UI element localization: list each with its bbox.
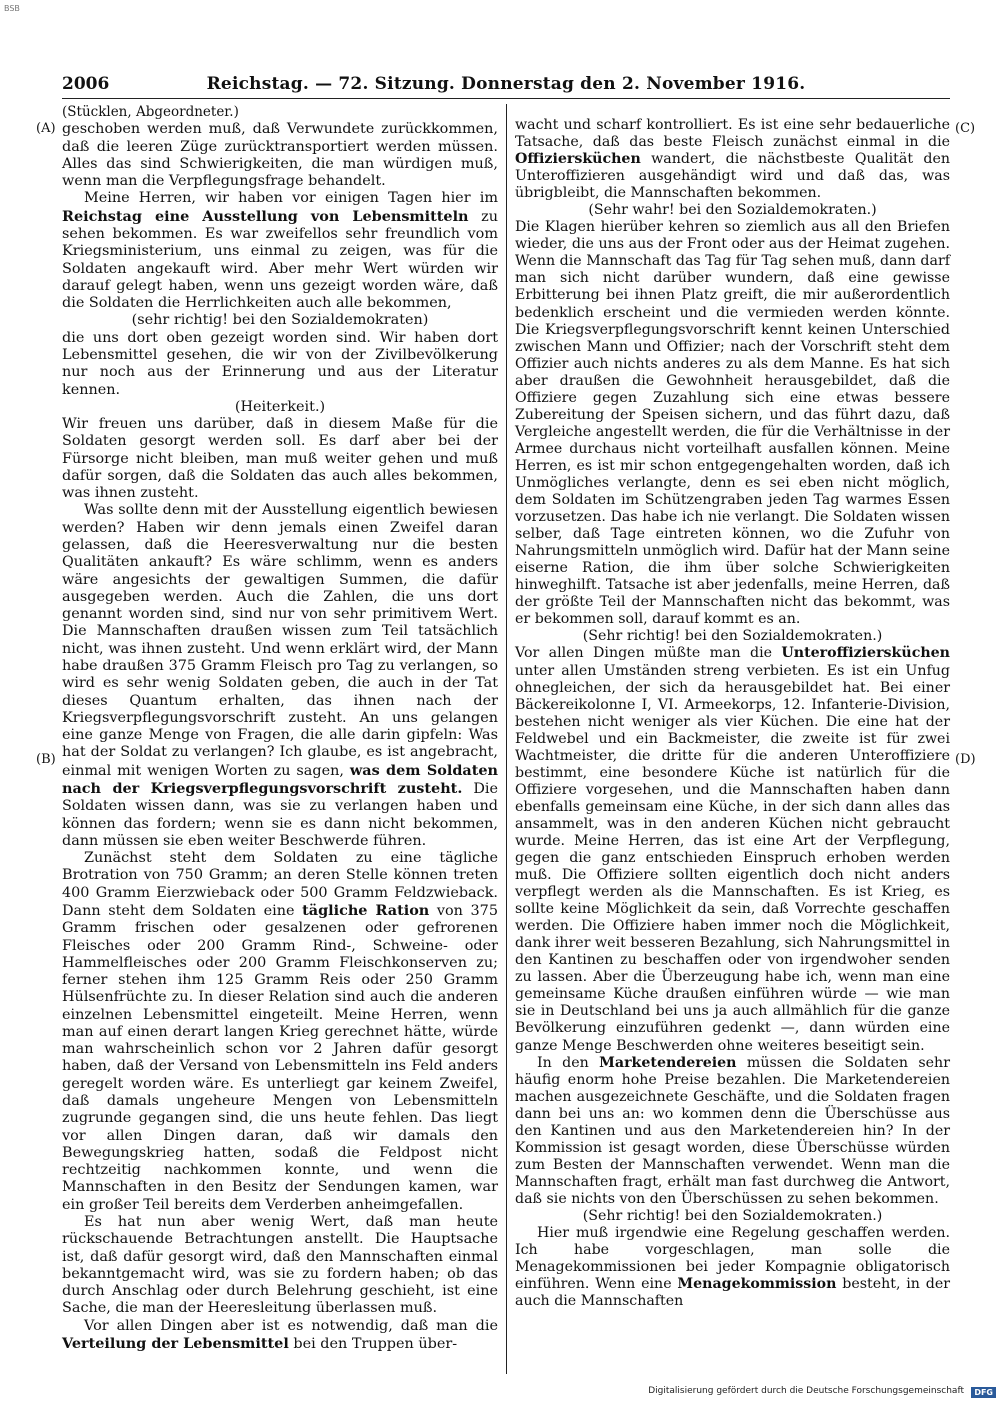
emphasis: Marketendereien <box>599 1054 737 1071</box>
interjection: (Sehr richtig! bei den Sozialdemokraten.) <box>582 628 883 645</box>
emphasis: Offiziersküchen <box>515 151 641 168</box>
emphasis: Verteilung der Lebensmittel <box>62 1334 289 1352</box>
header-rule <box>62 98 950 99</box>
paragraph: Wir freuen uns darüber, daß in diesem Maße für die Soldaten gesorgt werden soll. Es darf aber bei der Fürsorge nicht bleiben, man muß weiter gehen und muß dafür sorgen, daß die Soldaten das auch alles bekommen, was ihnen zusteht. <box>62 416 498 502</box>
text: Vor allen Dingen aber ist es notwendig, daß man die <box>84 1317 498 1334</box>
paragraph: geschoben werden muß, daß Verwundete zurückkommen, daß die leeren Züge zurücktransportiert werden müssen. Alles das sind Schwierigkeiten, die man würdigen muß, wenn man die Verpflegungsfrage behandelt. <box>62 121 498 190</box>
paragraph <box>515 645 950 1054</box>
text: Die Soldaten wissen dann, was sie zu verlangen haben und können das fordern; wenn sie es dann nicht bekommen, dann müssen sie eben weiter Beschwerde führen. <box>62 780 498 849</box>
left-column <box>62 104 498 1353</box>
emphasis: Reichstag eine Ausstellung von Lebensmitteln <box>62 207 469 225</box>
text: wacht und scharf kontrolliert. Es ist eine sehr bedauerliche Tatsache, daß das beste Fleisch zunächst einmal in die <box>515 117 950 151</box>
text: besteht, in der auch die Mannschaften <box>515 1276 951 1310</box>
column-divider <box>506 104 507 1374</box>
paragraph <box>62 850 498 1214</box>
text: wandert, die nächstbeste Qualität den Unteroffizieren ausgehändigt wird und daß das, was übrigbleibt, die Mannschaften bekommen. <box>515 151 950 202</box>
interjection: (Heiterkeit.) <box>234 398 326 415</box>
paragraph <box>62 502 498 850</box>
right-column <box>515 117 950 1310</box>
interjection: (Sehr richtig! bei den Sozialdemokraten.) <box>582 1208 883 1224</box>
text: bei den Truppen über- <box>288 1335 458 1352</box>
text: Hier muß irgendwie eine Regelung geschaffen werden. Ich habe vorgeschlagen, man solle die Menagekommissionen bei jeder Kompagnie obligatorisch einführen. Wenn eine <box>515 1225 950 1293</box>
interjection: (Sehr wahr! bei den Sozialdemokraten.) <box>588 202 877 219</box>
margin-letter-c: (C) <box>955 121 976 136</box>
text: Was sollte denn mit der Ausstellung eigentlich bewiesen werden? Haben wir denn jemals einen Zweifel daran gelassen, daß die Heeresverwaltung nur die besten Qualitäten ankauft? Es wäre schlimm, wenn es anders wäre angesichts der gewaltigen Summen, die dafür ausgegeben werden. Auch die Zahlen, die uns dort genannt worden sind, sind nur von sehr primitivem Wert. Die Mannschaften draußen wissen zum Teil tatsächlich nicht, was ihnen zusteht. Und wenn erklärt wird, der Mann habe draußen 375 Gramm Fleisch pro Tag zu verlangen, so wird es sehr wenig Soldaten geben, die auch in der Tat dieses Quantum erhalten, das ihnen nach der Kriegsverpflegungsvorschrift zusteht. An uns gelangen eine ganze Menge von Fragen, die alle darin gipfeln: Was hat der Soldat zu verlangen? Ich glaube, es ist angebracht, einmal mit wenigen Worten zu sagen, <box>62 502 498 779</box>
library-watermark: BSB <box>4 4 20 13</box>
emphasis: Menagekommission <box>677 1276 837 1293</box>
margin-letter-d: (D) <box>955 752 976 767</box>
speaker-name: (Stücklen, Abgeordneter.) <box>62 104 239 120</box>
dfg-logo: DFG <box>971 1387 996 1398</box>
interjection: (sehr richtig! bei den Sozialdemokraten) <box>131 312 429 329</box>
text: Zunächst steht dem Soldaten zu eine tägliche Brotration von 750 Gramm; an deren Stelle können treten 400 Gramm Eierzwieback oder 500 Gramm Feldzwieback. Dann steht dem Soldaten eine <box>62 850 498 919</box>
paragraph <box>62 190 498 312</box>
text: Meine Herren, wir haben vor einigen Tagen hier im <box>84 190 498 207</box>
page-number: 2006 <box>62 74 110 94</box>
emphasis: Unteroffiziersküchen <box>781 645 950 662</box>
text: müssen die Soldaten sehr häufig enorm hohe Preise bezahlen. Die Marketendereien machen ausgezeichnete Geschäfte, und die Soldaten fragen dann bei uns an: wo kommen denn die Überschüsse aus den Kantinen und aus den Marketendereien hin? In der Kommission ist gesagt worden, diese Überschüsse würden zum Besten der Mannschaften verwendet. Wenn man die Mannschaften fragt, erhält man fast durchweg die Antwort, daß sie nichts von den Überschüssen zu sehen bekommen. <box>515 1054 950 1207</box>
text: zu sehen bekommen. Es war zweifellos sehr freundlich vom Kriegsministerium, uns einmal zu zeigen, was für die Soldaten angekauft wird. Aber mehr Wert würden wir darauf gelegt haben, wenn uns gezeigt worden wäre, daß die Soldaten die Herrlichkeiten auch alle bekommen, <box>62 208 498 312</box>
running-title: Reichstag. — 72. Sitzung. Donnerstag den 2. November 1916. <box>206 74 806 94</box>
paragraph: Es hat nun aber wenig Wert, daß man heute rückschauende Betrachtungen anstellt. Die Hauptsache ist, daß dafür gesorgt wird, daß den Mannschaften einmal bekanntgemacht wird, was sie zu fordern haben; ob das durch Anschlag oder durch Belehrung geschieht, ist eine Sache, die man der Heeresleitung überlassen muß. <box>62 1214 498 1317</box>
paragraph: die uns dort oben gezeigt worden sind. Wir haben dort Lebensmittel gesehen, die wir von der Zivilbevölkerung nur noch aus der Erinnerung und aus der Literatur kennen. <box>62 329 498 398</box>
text: von 375 Gramm frischen oder gesalzenen oder gefrorenen Fleisches oder 200 Gramm Rind-, Schweine- oder Hammelfleisches oder 200 Gramm Fleischkonserven zu; ferner stehen ihm 125 Gramm Reis oder 250 Gramm Hülsenfrüchte zu. In dieser Relation sind auch die anderen einzelnen Lebensmittel eingeteilt. Meine Herren, wenn man auf einen derart langen Krieg gerechnet hätte, würde man wahrscheinlich schon vor 2 Jahren dafür gesorgt haben, daß der Versand von Lebensmitteln ins Feld anders geregelt worden wäre. Es unterliegt gar keinem Zweifel, daß damals ungeheure Mengen von Lebensmitteln zugrunde gegangen sind, die uns heute fehlen. Das liegt vor allen Dingen daran, daß wir damals den Bewegungskrieg hatten, sodaß die Feldpost nicht rechtzeitig nachkommen konnte, und wenn die Mannschaften in den Besitz der Sendungen kamen, war ein großer Teil bereits dem Verderben anheimgefallen. <box>62 902 498 1213</box>
funding-notice: Digitalisierung gefördert durch die Deutsche Forschungsgemeinschaft <box>648 1386 964 1396</box>
paragraph <box>62 1318 498 1354</box>
margin-letter-a: (A) <box>36 121 56 136</box>
margin-letter-b: (B) <box>36 752 56 767</box>
text: Vor allen Dingen müßte man die <box>515 645 782 662</box>
paragraph <box>515 117 950 202</box>
page-header <box>62 74 950 96</box>
paragraph: Die Klagen hierüber kehren so ziemlich aus all den Briefen wieder, die uns aus der Front oder aus der Heimat zugehen. Wenn die Mannschaft das Tag für Tag sehen muß, dann darf man sich nicht darüber wundern, daß eine gewisse Erbitterung bei ihnen Platz greift, die mir außerordentlich bedenklich erscheint und die vermieden werden könnte. Die Kriegsverpflegungsvorschrift kennt keinen Unterschied zwischen Mann und Offizier; nach der Vorschrift steht dem Offizier auch nichts anderes zu als dem Manne. Es hat sich aber draußen die Gewohnheit herausgebildet, daß die Offiziere gegen Zuzahlung sich eine etwas bessere Zubereitung der Speisen sichern, und das führt dazu, daß Vergleiche angestellt werden, die für die Verhältnisse in der Armee durchaus nicht vorteilhaft ausfallen können. Meine Herren, es ist mir schon entgegengehalten worden, daß ich Unmögliches verlangte, denn es sei eben nicht möglich, dem Soldaten im Schützengraben jeden Tag warmes Essen vorzusetzen. Das habe ich nie verlangt. Die Soldaten wissen selber, daß Tage eintreten können, wo die Zufuhr von Nahrungsmitteln unmöglich wird. Dafür hat der Mann seine eiserne Ration, die ihm über solche Schwierigkeiten hinweghilft. Tatsache ist aber jedenfalls, meine Herren, daß der größte Teil der Mannschaften nicht das bekommt, was er bekommen soll, darauf kommt es an. <box>515 219 950 628</box>
emphasis: was dem Soldaten nach der Kriegsverpflegungsvorschrift zusteht. <box>62 761 498 797</box>
text: In den <box>537 1054 600 1071</box>
emphasis: tägliche Ration <box>302 901 430 919</box>
paragraph <box>515 1055 950 1208</box>
paragraph <box>515 1225 950 1310</box>
text: unter allen Umständen streng verbieten. Es ist ein Unfug ohnegleichen, der sich da herausgebildet hat. Bei einer Bäckereikolonne I, VI. Armeekorps, 12. Infanterie-Division, bestehen nicht weniger als vier Küchen. Die eine hat der Feldwebel und ein Backmeister, die zweite ist für zwei Wachtmeister, die dritte für die anderen Unteroffiziere bestimmt, eine besondere Küche ist natürlich für die Offiziere vorgesehen, und die Mannschaften haben dann ebenfalls gemeinsam eine Küche, in der sich dann alles das ansammelt, was in den anderen Küchen nicht gebraucht wurde. Meine Herren, das ist eine Art der Verpflegung, gegen die ganz entschieden Einspruch erhoben werden muß. Die Offiziere sollten eigentlich doch nicht anders verpflegt werden als die Mannschaften. Es ist Krieg, es sollte keine Möglichkeit da sein, daß Vorrechte geschaffen werden. Die Offiziere haben immer noch die Möglichkeit, dank ihrer weit besseren Bezahlung, sich Nahrungsmittel in den Kantinen zu beschaffen oder von irgendwoher senden zu lassen. Aber die Überzeugung habe ich, wenn man eine gemeinsame Küche draußen einführen würde — wie man sie in Deutschland bei uns ja auch allmählich für die ganze Bevölkerung einzuführen gedenkt —, dann würden eine ganze Menge Beschwerden ohne weiteres beseitigt sein. <box>515 662 950 1054</box>
